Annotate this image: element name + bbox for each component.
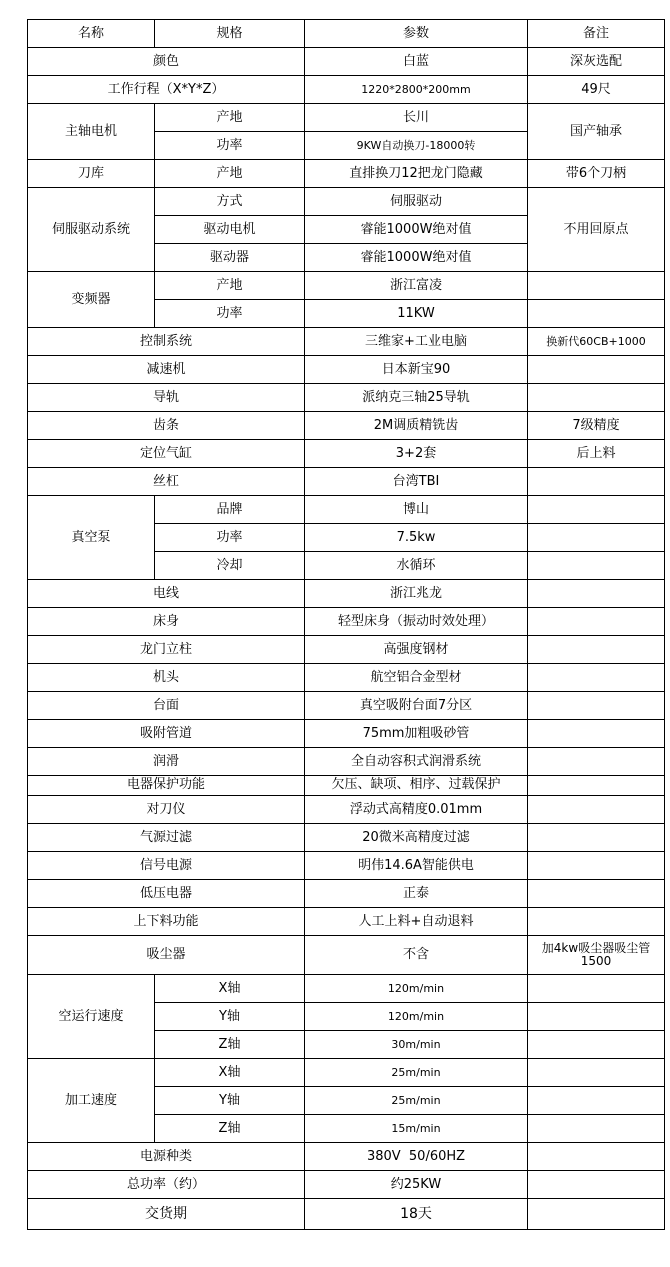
row-note: 加4kw吸尘器吸尘管1500 xyxy=(528,936,665,975)
header-param: 参数 xyxy=(305,20,528,48)
row-note: 7级精度 xyxy=(528,412,665,440)
table-row xyxy=(28,636,665,664)
row-param: 20微米高精度过滤 xyxy=(305,824,528,852)
row-param: 11KW xyxy=(305,300,528,328)
group-name: 主轴电机 xyxy=(28,104,155,160)
row-param: 9KW自动换刀-18000转 xyxy=(305,132,528,160)
row-name: 刀库 xyxy=(28,160,155,188)
row-name: 润滑 xyxy=(28,748,305,776)
row-note xyxy=(528,1199,665,1230)
row-name: 对刀仪 xyxy=(28,796,305,824)
row-spec: 功率 xyxy=(155,300,305,328)
row-name: 齿条 xyxy=(28,412,305,440)
group-name: 空运行速度 xyxy=(28,975,155,1059)
table-row xyxy=(28,796,665,824)
header-note: 备注 xyxy=(528,20,665,48)
row-name: 床身 xyxy=(28,608,305,636)
table-row xyxy=(28,160,665,188)
row-name: 气源过滤 xyxy=(28,824,305,852)
row-note xyxy=(528,1059,665,1087)
row-param: 博山 xyxy=(305,496,528,524)
row-note xyxy=(528,608,665,636)
row-spec: Z轴 xyxy=(155,1115,305,1143)
row-param: 380V 50/60HZ xyxy=(305,1143,528,1171)
row-note xyxy=(528,908,665,936)
row-param: 欠压、缺项、相序、过载保护 xyxy=(305,776,528,796)
row-param: 75mm加粗吸砂管 xyxy=(305,720,528,748)
table-row xyxy=(28,440,665,468)
row-note xyxy=(528,692,665,720)
table-row xyxy=(28,908,665,936)
row-param: 直排换刀12把龙门隐藏 xyxy=(305,160,528,188)
row-param: 台湾TBI xyxy=(305,468,528,496)
table-row xyxy=(28,384,665,412)
row-param: 约25KW xyxy=(305,1171,528,1199)
row-name: 低压电器 xyxy=(28,880,305,908)
row-note xyxy=(528,552,665,580)
row-name: 信号电源 xyxy=(28,852,305,880)
row-name: 吸附管道 xyxy=(28,720,305,748)
row-note xyxy=(528,1171,665,1199)
row-param: 人工上料+自动退料 xyxy=(305,908,528,936)
row-spec: 功率 xyxy=(155,132,305,160)
table-row xyxy=(28,468,665,496)
row-name: 电线 xyxy=(28,580,305,608)
row-note xyxy=(528,796,665,824)
row-name: 吸尘器 xyxy=(28,936,305,975)
row-spec: 产地 xyxy=(155,272,305,300)
row-param: 浮动式高精度0.01mm xyxy=(305,796,528,824)
row-note xyxy=(528,1115,665,1143)
row-note xyxy=(528,824,665,852)
table-row xyxy=(28,580,665,608)
row-name: 机头 xyxy=(28,664,305,692)
row-param: 25m/min xyxy=(305,1087,528,1115)
row-name: 丝杠 xyxy=(28,468,305,496)
row-param: 白蓝 xyxy=(305,48,528,76)
row-spec: Z轴 xyxy=(155,1031,305,1059)
row-param: 3+2套 xyxy=(305,440,528,468)
table-row xyxy=(28,748,665,776)
table-row xyxy=(28,1059,665,1087)
row-note xyxy=(528,1087,665,1115)
table-row xyxy=(28,608,665,636)
row-spec: 品牌 xyxy=(155,496,305,524)
row-param: 派纳克三轴25导轨 xyxy=(305,384,528,412)
table-row xyxy=(28,104,665,132)
row-note xyxy=(528,636,665,664)
row-param: 120m/min xyxy=(305,975,528,1003)
table-row xyxy=(28,48,665,76)
row-name: 电源种类 xyxy=(28,1143,305,1171)
table-header-row xyxy=(28,20,665,48)
table-row xyxy=(28,776,665,796)
row-note: 深灰选配 xyxy=(528,48,665,76)
table-row xyxy=(28,936,665,975)
row-name: 总功率（约） xyxy=(28,1171,305,1199)
table-row xyxy=(28,692,665,720)
row-param: 正泰 xyxy=(305,880,528,908)
row-name: 交货期 xyxy=(28,1199,305,1230)
row-param: 1220*2800*200mm xyxy=(305,76,528,104)
group-name: 加工速度 xyxy=(28,1059,155,1143)
row-name: 颜色 xyxy=(28,48,305,76)
row-param: 航空铝合金型材 xyxy=(305,664,528,692)
row-name: 控制系统 xyxy=(28,328,305,356)
row-param: 全自动容积式润滑系统 xyxy=(305,748,528,776)
row-note xyxy=(528,356,665,384)
row-note xyxy=(528,748,665,776)
row-note xyxy=(528,1003,665,1031)
row-spec: 冷却 xyxy=(155,552,305,580)
row-note xyxy=(528,1143,665,1171)
table-row xyxy=(28,1171,665,1199)
row-note xyxy=(528,975,665,1003)
row-note: 49尺 xyxy=(528,76,665,104)
spec-table xyxy=(27,19,665,1230)
row-param: 真空吸附台面7分区 xyxy=(305,692,528,720)
table-row xyxy=(28,664,665,692)
row-param: 轻型床身（振动时效处理） xyxy=(305,608,528,636)
row-spec: 功率 xyxy=(155,524,305,552)
row-note xyxy=(528,580,665,608)
row-spec: 方式 xyxy=(155,188,305,216)
row-param: 7.5kw xyxy=(305,524,528,552)
table-row xyxy=(28,328,665,356)
table-row xyxy=(28,975,665,1003)
header-spec: 规格 xyxy=(155,20,305,48)
row-name: 台面 xyxy=(28,692,305,720)
row-name: 定位气缸 xyxy=(28,440,305,468)
group-name: 变频器 xyxy=(28,272,155,328)
row-note xyxy=(528,524,665,552)
row-note xyxy=(528,1031,665,1059)
table-row xyxy=(28,496,665,524)
group-note: 不用回原点 xyxy=(528,188,665,272)
row-note xyxy=(528,880,665,908)
row-note: 带6个刀柄 xyxy=(528,160,665,188)
row-param: 明伟14.6A智能供电 xyxy=(305,852,528,880)
row-note xyxy=(528,384,665,412)
row-param: 睿能1000W绝对值 xyxy=(305,244,528,272)
table-row xyxy=(28,852,665,880)
row-name: 龙门立柱 xyxy=(28,636,305,664)
row-spec: X轴 xyxy=(155,975,305,1003)
table-row xyxy=(28,412,665,440)
row-note: 换新代60CB+1000 xyxy=(528,328,665,356)
group-note: 国产轴承 xyxy=(528,104,665,160)
row-name: 上下料功能 xyxy=(28,908,305,936)
row-param: 浙江富凌 xyxy=(305,272,528,300)
row-spec: Y轴 xyxy=(155,1003,305,1031)
row-param: 高强度钢材 xyxy=(305,636,528,664)
row-spec: 驱动电机 xyxy=(155,216,305,244)
group-name: 伺服驱动系统 xyxy=(28,188,155,272)
table-row xyxy=(28,880,665,908)
row-param: 25m/min xyxy=(305,1059,528,1087)
row-name: 减速机 xyxy=(28,356,305,384)
row-note xyxy=(528,720,665,748)
row-param: 不含 xyxy=(305,936,528,975)
row-param: 伺服驱动 xyxy=(305,188,528,216)
row-param: 15m/min xyxy=(305,1115,528,1143)
row-param: 长川 xyxy=(305,104,528,132)
table-row xyxy=(28,356,665,384)
row-note xyxy=(528,664,665,692)
row-param: 2M调质精铣齿 xyxy=(305,412,528,440)
row-spec: 产地 xyxy=(155,104,305,132)
row-param: 三维家+工业电脑 xyxy=(305,328,528,356)
row-param: 30m/min xyxy=(305,1031,528,1059)
row-spec: 驱动器 xyxy=(155,244,305,272)
row-spec: X轴 xyxy=(155,1059,305,1087)
row-note xyxy=(528,496,665,524)
header-name: 名称 xyxy=(28,20,155,48)
table-row xyxy=(28,188,665,216)
table-row xyxy=(28,1143,665,1171)
row-name: 电器保护功能 xyxy=(28,776,305,796)
row-note xyxy=(528,300,665,328)
row-note xyxy=(528,468,665,496)
row-param: 睿能1000W绝对值 xyxy=(305,216,528,244)
group-name: 真空泵 xyxy=(28,496,155,580)
table-row xyxy=(28,272,665,300)
row-spec: Y轴 xyxy=(155,1087,305,1115)
table-row xyxy=(28,1199,665,1230)
row-name: 工作行程（X*Y*Z） xyxy=(28,76,305,104)
row-note xyxy=(528,852,665,880)
row-name: 导轨 xyxy=(28,384,305,412)
row-param: 120m/min xyxy=(305,1003,528,1031)
table-row xyxy=(28,720,665,748)
row-param: 18天 xyxy=(305,1199,528,1230)
row-note xyxy=(528,272,665,300)
row-param: 水循环 xyxy=(305,552,528,580)
table-row xyxy=(28,824,665,852)
row-param: 浙江兆龙 xyxy=(305,580,528,608)
row-param: 日本新宝90 xyxy=(305,356,528,384)
row-note xyxy=(528,776,665,796)
row-note: 后上料 xyxy=(528,440,665,468)
row-spec: 产地 xyxy=(155,160,305,188)
table-row xyxy=(28,76,665,104)
